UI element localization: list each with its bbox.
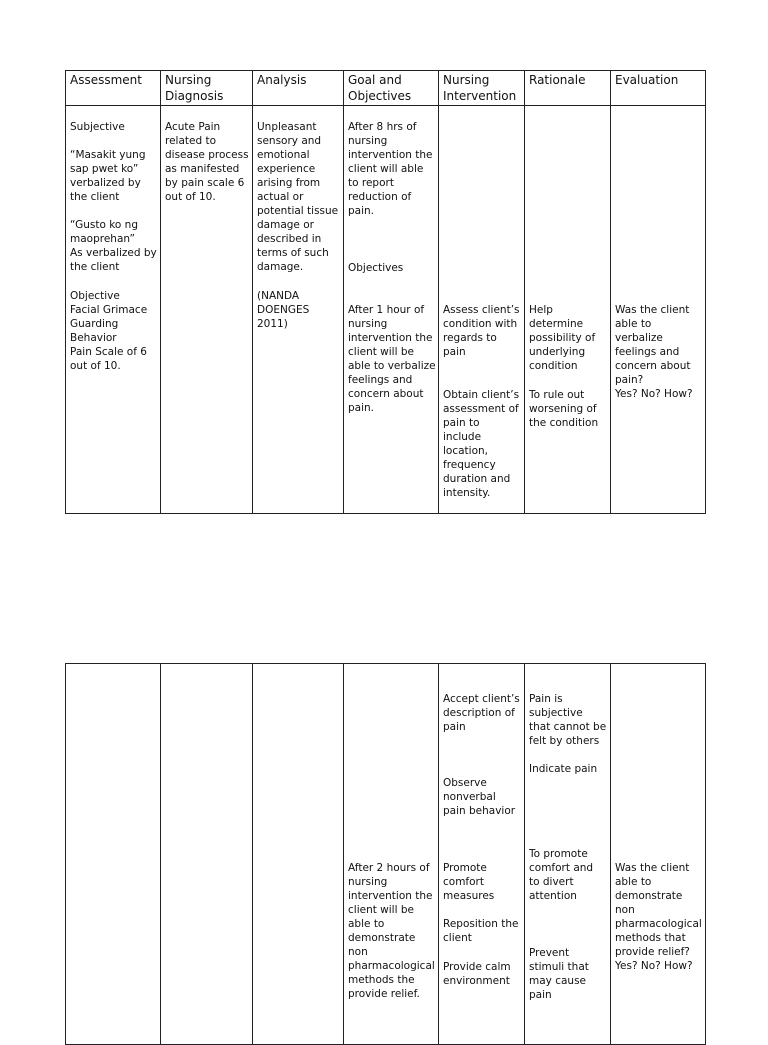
- rationale-item: Prevent stimuli that may cause pain: [529, 947, 589, 1001]
- intervention-item: Accept client’s description of pain: [443, 693, 520, 733]
- goal-text: After 8 hrs of nursing intervention the client will able to report reduction of pain.: [348, 121, 433, 217]
- care-plan-table-1: [65, 70, 706, 514]
- assessment-cell: [66, 664, 161, 1045]
- subjective-quote-2: “Gusto ko ng maoprehan” As verbalized by the client: [70, 219, 157, 273]
- intervention-item: Assess client’s condition with regards to pain: [443, 304, 520, 358]
- evaluation-cell: [611, 664, 706, 1045]
- intervention-item: Reposition the client: [443, 918, 519, 944]
- analysis-cell: [253, 664, 344, 1045]
- rationale-cell: [525, 664, 611, 1045]
- subjective-quote-1: “Masakit yung sap pwet ko” verbalized by the client: [70, 149, 146, 203]
- header-analysis: Analysis: [253, 71, 344, 106]
- rationale-item: Pain is subjective that cannot be felt by others: [529, 693, 607, 747]
- header-nursing-diagnosis: Nursing Diagnosis: [161, 71, 253, 106]
- evaluation-text: Was the client able to verbalize feelings and concern about pain? Yes? No? How?: [615, 304, 693, 400]
- rationale-item: Help determine possibility of underlying condition: [529, 304, 596, 372]
- evaluation-text: Was the client able to demonstrate non pharmacological methods that provide relief? Yes? No? How?: [615, 862, 702, 972]
- rationale-cell: [525, 106, 611, 514]
- header-nursing-intervention: Nursing Intervention: [439, 71, 525, 106]
- assessment-cell: [66, 106, 161, 514]
- analysis-cell: [253, 106, 344, 514]
- analysis-text: Unpleasant sensory and emotional experience arising from actual or potential tissue damage or described in terms of such damage.: [257, 121, 339, 273]
- rationale-item: To promote comfort and to divert attention: [529, 848, 594, 902]
- analysis-reference: (NANDA DOENGES 2011): [257, 290, 310, 330]
- evaluation-cell: [611, 106, 706, 514]
- intervention-item: Provide calm environment: [443, 961, 511, 987]
- care-plan-table-2: [65, 663, 706, 1045]
- objective-2-text: After 2 hours of nursing intervention the client will be able to demonstrate non pharmacological methods the provide relief.: [348, 862, 435, 1000]
- rationale-item: To rule out worsening of the condition: [529, 389, 599, 429]
- intervention-item: Observe nonverbal pain behavior: [443, 777, 516, 817]
- diagnosis-cell: [161, 106, 253, 514]
- table-header-row: [66, 71, 706, 106]
- table-row: [66, 106, 706, 514]
- intervention-cell: [439, 106, 525, 514]
- intervention-item: Promote comfort measures: [443, 862, 495, 902]
- header-evaluation: Evaluation: [611, 71, 706, 106]
- table-row: [66, 664, 706, 1045]
- rationale-item: Indicate pain: [529, 763, 598, 775]
- objectives-heading: Objectives: [348, 262, 404, 274]
- diagnosis-cell: [161, 664, 253, 1045]
- subjective-heading: Subjective: [70, 121, 125, 133]
- header-rationale: Rationale: [525, 71, 611, 106]
- header-assessment: Assessment: [66, 71, 161, 106]
- intervention-item: Obtain client’s assessment of pain to include location, frequency duration and intensity.: [443, 389, 520, 499]
- objective-cues: Objective Facial Grimace Guarding Behavior Pain Scale of 6 out of 10.: [70, 290, 148, 372]
- goal-cell: [344, 106, 439, 514]
- goal-cell: [344, 664, 439, 1045]
- nursing-diagnosis-text: Acute Pain related to disease process as manifested by pain scale 6 out of 10.: [165, 121, 249, 203]
- objective-1-text: After 1 hour of nursing intervention the client will be able to verbalize feelings and concern about pain.: [348, 304, 436, 414]
- header-goal-objectives: Goal and Objectives: [344, 71, 439, 106]
- intervention-cell: [439, 664, 525, 1045]
